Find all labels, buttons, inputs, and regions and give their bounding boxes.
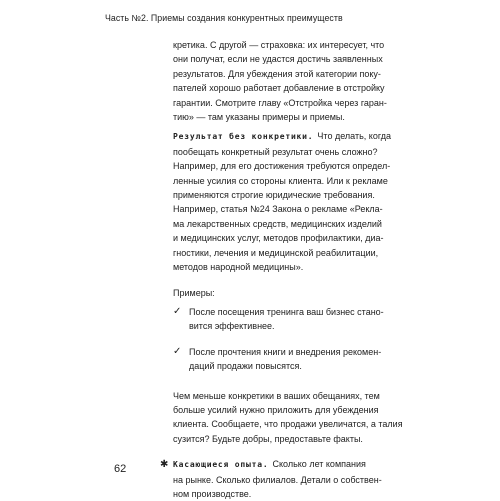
text-line [173, 129, 399, 144]
text-line: Например, статья №24 Закона о рекламе «Рекла- [173, 204, 383, 215]
text-line: гностики, лечения и медицинской реабилитации, [173, 247, 379, 258]
section-heading: Результат без конкретики. [173, 132, 314, 142]
text-line: Например, для его достижения требуются определ- [173, 161, 391, 172]
checkmark-icon: ✓ [173, 345, 182, 357]
text-line: вится эффективнее. [189, 321, 275, 332]
paragraph-guarantee [173, 38, 399, 124]
text-line: пообещать конкретный результат очень сложно? [173, 146, 378, 157]
examples-label: Примеры: [173, 287, 215, 298]
example-item [173, 345, 399, 374]
text-line: тию» — там указаны примеры и приемы. [173, 112, 345, 123]
page-body [160, 38, 403, 501]
text-line: даций продажи повысятся. [189, 361, 302, 372]
text-line: ма лекарственных средств, медицинских изделий [173, 218, 382, 229]
text-line: клиента. Сообщаете, что продажи увеличатся, а талия [173, 419, 403, 430]
text-line: методов народной медицины». [173, 262, 304, 273]
text-line: ном производстве. [173, 488, 252, 499]
text-line: применяются строгие юридические требования. [173, 190, 375, 201]
text-run: Что делать, когда [317, 131, 391, 142]
text-line: После посещения тренинга ваш бизнес стано- [189, 306, 384, 317]
example-item [173, 305, 399, 334]
text-line: на рынке. Сколько филиалов. Детали о собствен- [173, 474, 382, 485]
paragraph-persuasion [173, 389, 403, 447]
text-line: кретика. С другой — страховка: их интересует, что [173, 40, 385, 50]
text-line: Чем меньше конкретики в ваших обещаниях, тем [173, 390, 380, 401]
text-line: они получат, если не удастся достичь заявленных [173, 54, 383, 65]
page-number: 62 [114, 463, 127, 475]
text-line: и медицинских услуг, методов профилактики, диа- [173, 233, 384, 244]
text-line: ленные усилия со стороны клиента. Или к рекламе [173, 175, 388, 186]
text-line: гарантии. Смотрите главу «Отстройка через гаран- [173, 97, 387, 108]
paragraph-result-without-specifics [173, 129, 399, 274]
text-line [173, 457, 399, 472]
text-line: результатов. Для убеждения этой категории поку- [173, 68, 381, 79]
asterisk-icon: ✱ [160, 459, 169, 471]
checkmark-icon: ✓ [173, 305, 182, 317]
text-line: сузится? Будьте добры, предоставьте факты. [173, 433, 363, 444]
text-line: больше усилий нужно приложить для убеждения [173, 404, 379, 415]
text-run: Сколько лет компания [272, 459, 366, 470]
section-heading: Касающиеся опыта. [173, 460, 269, 470]
running-header: Часть №2. Приемы создания конкурентных преимуществ [105, 13, 343, 23]
text-line: пателей хорошо работает добавление в отстройку [173, 83, 385, 94]
paragraph-experience [160, 457, 399, 501]
text-line: После прочтения книги и внедрения рекомен- [189, 346, 382, 357]
